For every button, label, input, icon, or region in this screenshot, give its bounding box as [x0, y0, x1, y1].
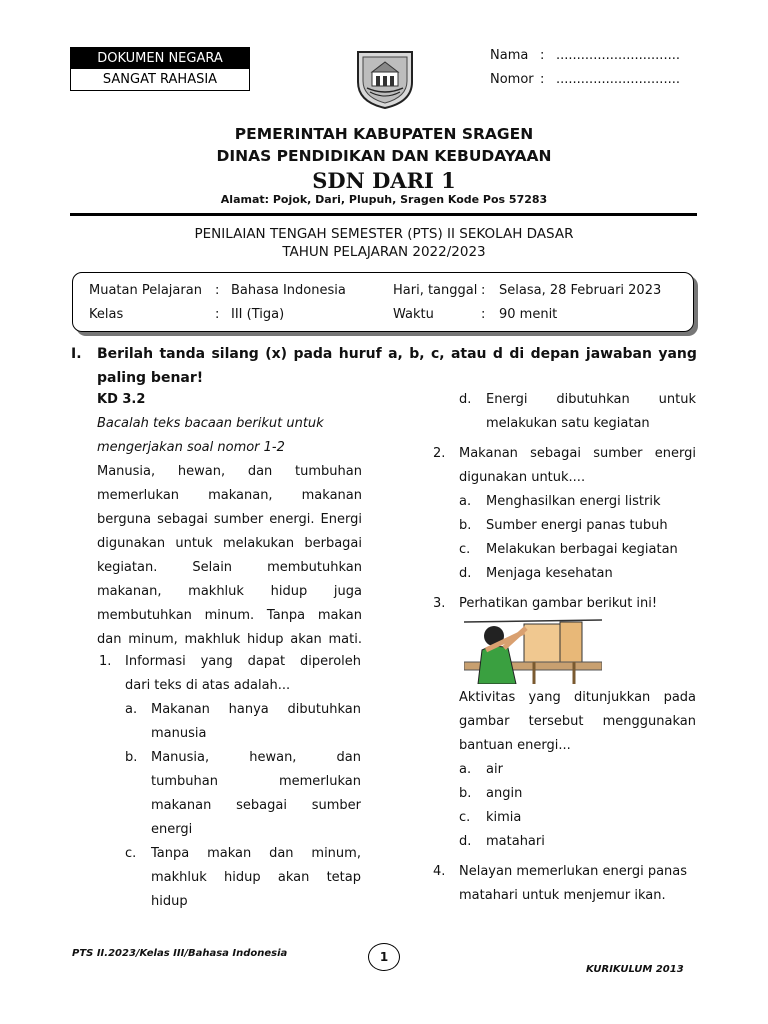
instruction-line-1: Berilah tanda silang (x) pada huruf a, b, c, atau d di depan jawaban yang — [97, 346, 697, 362]
subject-label: Muatan Pelajaran — [89, 283, 202, 298]
passage-line: membutuhkan minum. Tanpa makan — [97, 608, 362, 623]
number-blank[interactable]: .............................. — [556, 72, 680, 87]
footer-curriculum: KURIKULUM 2013 — [586, 964, 684, 975]
question-2-line-1: Makanan sebagai sumber energi — [459, 446, 696, 461]
option-letter[interactable]: b. — [459, 518, 472, 533]
question-1-option-d-line-2: melakukan satu kegiatan — [486, 416, 650, 431]
option-text: makhluk hidup akan tetap — [151, 870, 361, 885]
subject-value: Bahasa Indonesia — [231, 283, 346, 298]
option-text: hidup — [151, 894, 188, 909]
reading-intro-1: Bacalah teks bacaan berikut untuk — [97, 416, 324, 431]
section-instruction — [71, 342, 697, 392]
class-value: III (Tiga) — [231, 307, 285, 322]
question-4-line-2: matahari untuk menjemur ikan. — [459, 888, 666, 903]
question-4-line-1: Nelayan memerlukan energi panas — [459, 864, 688, 879]
option-text: makanan sebagai sumber — [151, 798, 361, 813]
exam-title: PENILAIAN TENGAH SEMESTER (PTS) II SEKOLAH DASAR — [194, 226, 574, 242]
time-value: 90 menit — [499, 307, 558, 322]
passage-line: kegiatan. Selain membutuhkan — [97, 560, 362, 575]
footer-exam-code: PTS II.2023/Kelas III/Bahasa Indonesia — [72, 948, 288, 959]
passage-line: dan minum, makhluk hidup akan mati. — [97, 632, 362, 647]
option-text: Tanpa makan dan minum, — [151, 846, 361, 861]
option-letter[interactable]: c. — [125, 846, 137, 861]
option-text: air — [486, 762, 503, 777]
question-3-after-2: gambar tersebut menggunakan — [459, 714, 696, 729]
regency-emblem — [352, 46, 418, 110]
time-separator: : — [481, 307, 486, 322]
option-text: kimia — [486, 810, 522, 825]
passage-line: memerlukan makanan, makanan — [97, 488, 362, 503]
passage-line: makanan, makhluk hidup juga — [97, 584, 362, 599]
option-text: Menghasilkan energi listrik — [486, 494, 661, 509]
school-address: Alamat: Pojok, Dari, Plupuh, Sragen Kode Pos 57283 — [220, 193, 548, 206]
number-row — [490, 68, 680, 92]
school-name: SDN DARI 1 — [312, 168, 456, 193]
option-letter[interactable]: d. — [459, 566, 472, 581]
number-label: Nomor — [490, 72, 534, 87]
question-1-option-d-line-1: Energi dibutuhkan untuk — [486, 392, 696, 407]
option-letter[interactable]: d. — [459, 834, 472, 849]
classification-label: DOKUMEN NEGARA — [71, 48, 249, 69]
name-blank[interactable]: .............................. — [556, 48, 680, 63]
question-2-line-2: digunakan untuk.... — [459, 470, 586, 485]
reading-intro-2: mengerjakan soal nomor 1-2 — [97, 440, 285, 455]
name-separator: : — [540, 48, 545, 63]
option-letter[interactable]: a. — [125, 702, 138, 717]
question-4-number: 4. — [433, 864, 446, 879]
option-letter[interactable]: c. — [459, 542, 471, 557]
classification-box — [70, 47, 250, 91]
number-separator: : — [540, 72, 545, 87]
drying-clothes-illustration — [464, 614, 602, 684]
option-text: Sumber energi panas tubuh — [486, 518, 668, 533]
question-3-number: 3. — [433, 596, 446, 611]
passage-line: digunakan untuk melakukan berbagai — [97, 536, 362, 551]
option-letter[interactable]: a. — [459, 494, 472, 509]
question-1-line-2: dari teks di atas adalah... — [125, 678, 291, 693]
page-number: 1 — [368, 943, 400, 971]
time-label: Waktu — [393, 307, 434, 322]
option-text: Makanan hanya dibutuhkan — [151, 702, 361, 717]
department-title: DINAS PENDIDIKAN DAN KEBUDAYAAN — [216, 147, 552, 165]
option-text: energi — [151, 822, 193, 837]
kd-label: KD 3.2 — [97, 392, 146, 407]
class-label: Kelas — [89, 307, 124, 322]
section-number: I. — [71, 346, 82, 362]
instruction-line-2: paling benar! — [97, 370, 204, 386]
question-3-after-3: bantuan energi... — [459, 738, 571, 753]
day-separator: : — [481, 283, 486, 298]
option-letter[interactable]: b. — [459, 786, 472, 801]
identity-fields — [490, 44, 680, 92]
name-row — [490, 44, 680, 68]
option-text: Menjaga kesehatan — [486, 566, 613, 581]
day-value: Selasa, 28 Februari 2023 — [499, 283, 662, 298]
option-text: manusia — [151, 726, 207, 741]
passage-line: Manusia, hewan, dan tumbuhan — [97, 464, 362, 479]
option-text: Manusia, hewan, dan — [151, 750, 361, 765]
question-3-line-1: Perhatikan gambar berikut ini! — [459, 596, 658, 611]
option-letter[interactable]: a. — [459, 762, 472, 777]
header-divider — [70, 213, 697, 216]
option-text: tumbuhan memerlukan — [151, 774, 361, 789]
question-1-number: 1. — [99, 654, 112, 669]
question-3-after-1: Aktivitas yang ditunjukkan pada — [459, 690, 696, 705]
option-letter[interactable]: b. — [125, 750, 138, 765]
passage-line: berguna sebagai sumber energi. Energi — [97, 512, 362, 527]
academic-year: TAHUN PELAJARAN 2022/2023 — [282, 244, 486, 260]
government-title: PEMERINTAH KABUPATEN SRAGEN — [234, 125, 534, 143]
exam-info-box — [72, 272, 694, 332]
question-1-line-1: Informasi yang dapat diperoleh — [125, 654, 361, 669]
question-2-number: 2. — [433, 446, 446, 461]
name-label: Nama — [490, 48, 529, 63]
option-text: matahari — [486, 834, 545, 849]
option-text: angin — [486, 786, 523, 801]
secrecy-label: SANGAT RAHASIA — [102, 72, 218, 87]
day-label: Hari, tanggal — [393, 283, 478, 298]
subject-separator: : — [215, 283, 220, 298]
option-text: Melakukan berbagai kegiatan — [486, 542, 678, 557]
option-letter[interactable]: c. — [459, 810, 471, 825]
class-separator: : — [215, 307, 220, 322]
question-1-option-d-letter: d. — [459, 392, 472, 407]
